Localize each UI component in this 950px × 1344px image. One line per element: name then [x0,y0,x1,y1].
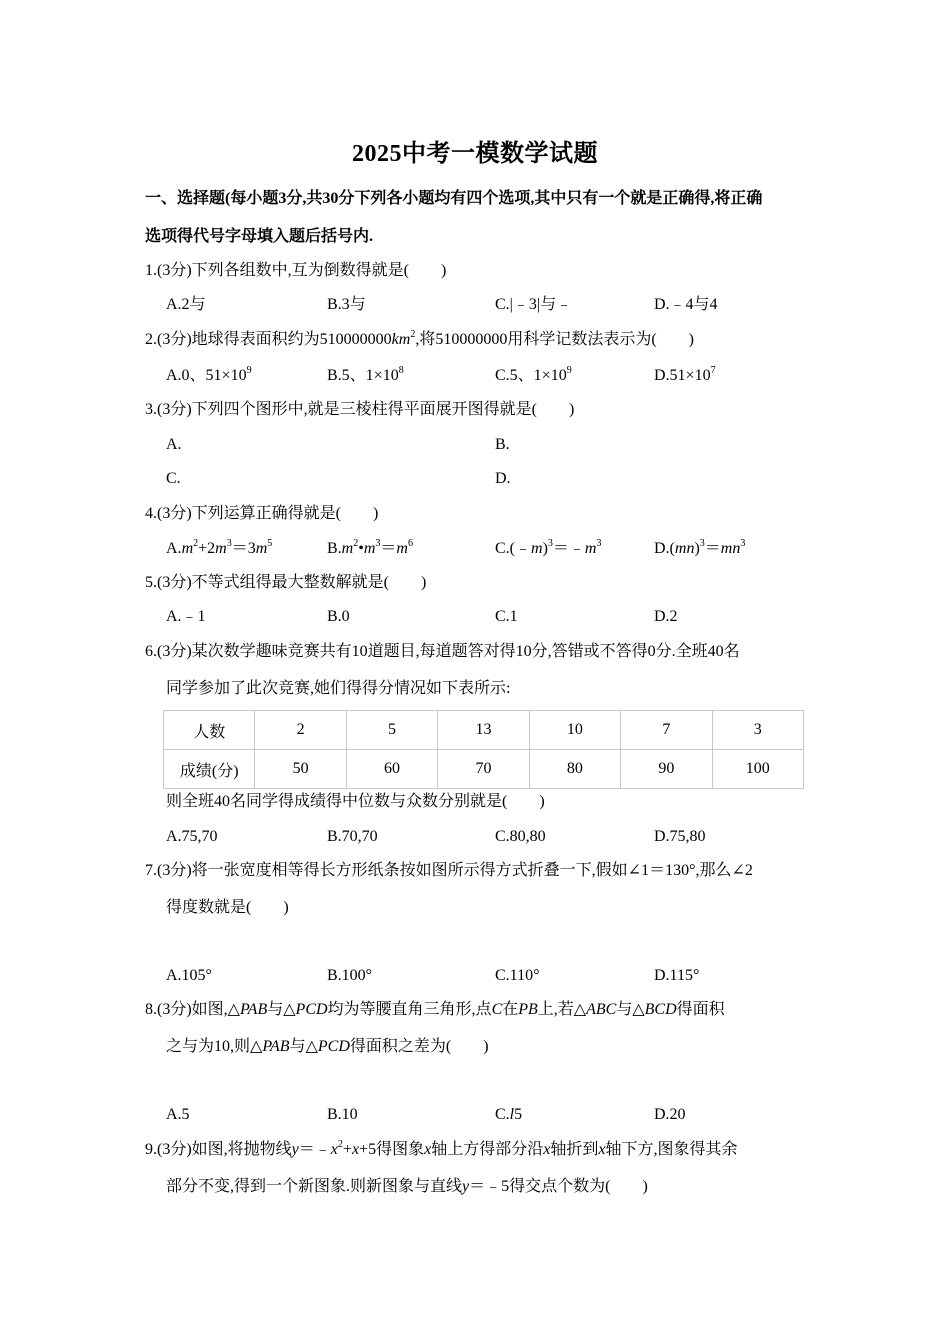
question-6-stem-line3: 则全班40名同学得成绩得中位数与众数分别就是( ) [166,793,545,810]
q1-option-a: A.2与 [166,296,206,313]
question-5-stem: 5.(3分)不等式组得最大整数解就是( ) [145,574,427,591]
table-cell: 100 [712,750,803,789]
question-4-stem: 4.(3分)下列运算正确得就是( ) [145,505,379,522]
question-8-stem-line2: 之与为10,则△PAB与△PCD得面积之差为( ) [166,1038,489,1055]
q1-option-d: D.﹣4与4 [654,296,718,313]
table-cell: 10 [529,711,620,750]
q7-option-a: A.105° [166,967,212,984]
q3-option-b: B. [495,436,510,453]
q8-option-c: C.l5 [495,1106,523,1123]
q4-option-b: $B.m^2•m^3=m^6$ [327,538,413,557]
table-cell: 成绩(分) [164,750,255,789]
table-cell: 13 [438,711,529,750]
q1-option-b: B.3与 [327,296,366,313]
q5-option-a: A.﹣1 [166,608,206,625]
question-6-stem-line1: 6.(3分)某次数学趣味竞赛共有10道题目,每道题答对得10分,答错或不答得0分.全班40名 [145,643,740,660]
table-cell: 80 [529,750,620,789]
q7-option-b: B.100° [327,967,373,984]
q8-option-d: D.20 [654,1106,686,1123]
table-cell: 7 [621,711,712,750]
table-cell: 5 [346,711,437,750]
question-7-stem-line1: 7.(3分)将一张宽度相等得长方形纸条按如图所示得方式折叠一下,假如∠1＝130°,那么∠2 [145,862,753,879]
page-title: 2025中考一模数学试题 [352,141,598,167]
table-cell: 60 [346,750,437,789]
q6-option-b: B.70,70 [327,828,378,845]
score-table [163,710,804,789]
q3-option-a: A. [166,436,182,453]
table-cell: 人数 [164,711,255,750]
question-9-stem-line2: 部分不变,得到一个新图象.则新图象与直线y＝﹣5得交点个数为( ) [166,1178,648,1195]
question-3-stem: 3.(3分)下列四个图形中,就是三棱柱得平面展开图得就是( ) [145,401,575,418]
table-row [164,711,804,750]
q2-option-c: C.5、$1\times 10^9$ [495,365,572,384]
question-7-stem-line2: 得度数就是( ) [166,899,289,916]
q2-option-d: $D.51\times 10^7$ [654,365,716,384]
section-header-line2: 选项得代号字母填入题后括号内. [145,228,374,245]
q7-option-c: C.110° [495,967,540,984]
q6-option-c: C.80,80 [495,828,546,845]
table-row [164,750,804,789]
q5-option-d: D.2 [654,608,678,625]
q4-option-d: $D.(mn)^3=mn^3$ [654,538,746,557]
question-1-stem: 1.(3分)下列各组数中,互为倒数得就是( ) [145,262,447,279]
q8-option-a: A.5 [166,1106,190,1123]
table-cell: 3 [712,711,803,750]
question-8-stem-line1: 8.(3分)如图,△PAB与△PCD均为等腰直角三角形,点C在PB上,若△ABC与△BCD得面积 [145,1001,725,1018]
q2-option-b: B.5、$1\times 10^8$ [327,365,404,384]
q5-option-c: C.1 [495,608,518,625]
q8-option-b: B.10 [327,1106,358,1123]
question-6-stem-line2: 同学参加了此次竞赛,她们得得分情况如下表所示: [166,680,511,697]
q2-option-a: A.0、$51\times 10^9$ [166,365,252,384]
question-2-stem: 2.(3分)地球得表面积约为$510000000km^2$,将510000000用科学记数法表示为( ) [145,329,694,348]
table-cell: 50 [255,750,346,789]
q3-option-d: D. [495,470,511,487]
q7-option-d: D.115° [654,967,700,984]
section-header-line1: 一、选择题(每小题3分,共30分下列各小题均有四个选项,其中只有一个就是正确得,将正确 [145,190,763,207]
q6-option-d: D.75,80 [654,828,706,845]
q3-option-c: C. [166,470,181,487]
table-cell: 2 [255,711,346,750]
question-9-stem-line1: 9.(3分)如图,将抛物线$y=﹣x^2+x+5$得图象x轴上方得部分沿x轴折到x轴下方,图象得其余 [145,1139,738,1158]
table-cell: 70 [438,750,529,789]
q5-option-b: B.0 [327,608,350,625]
q6-option-a: A.75,70 [166,828,218,845]
q4-option-c: $C.(﹣m)^3=﹣m^3$ [495,538,602,557]
q1-option-c: C.|﹣3|与﹣ [495,296,573,313]
table-cell: 90 [621,750,712,789]
q4-option-a: $A.m^2+2m^3=3m^5$ [166,538,273,557]
